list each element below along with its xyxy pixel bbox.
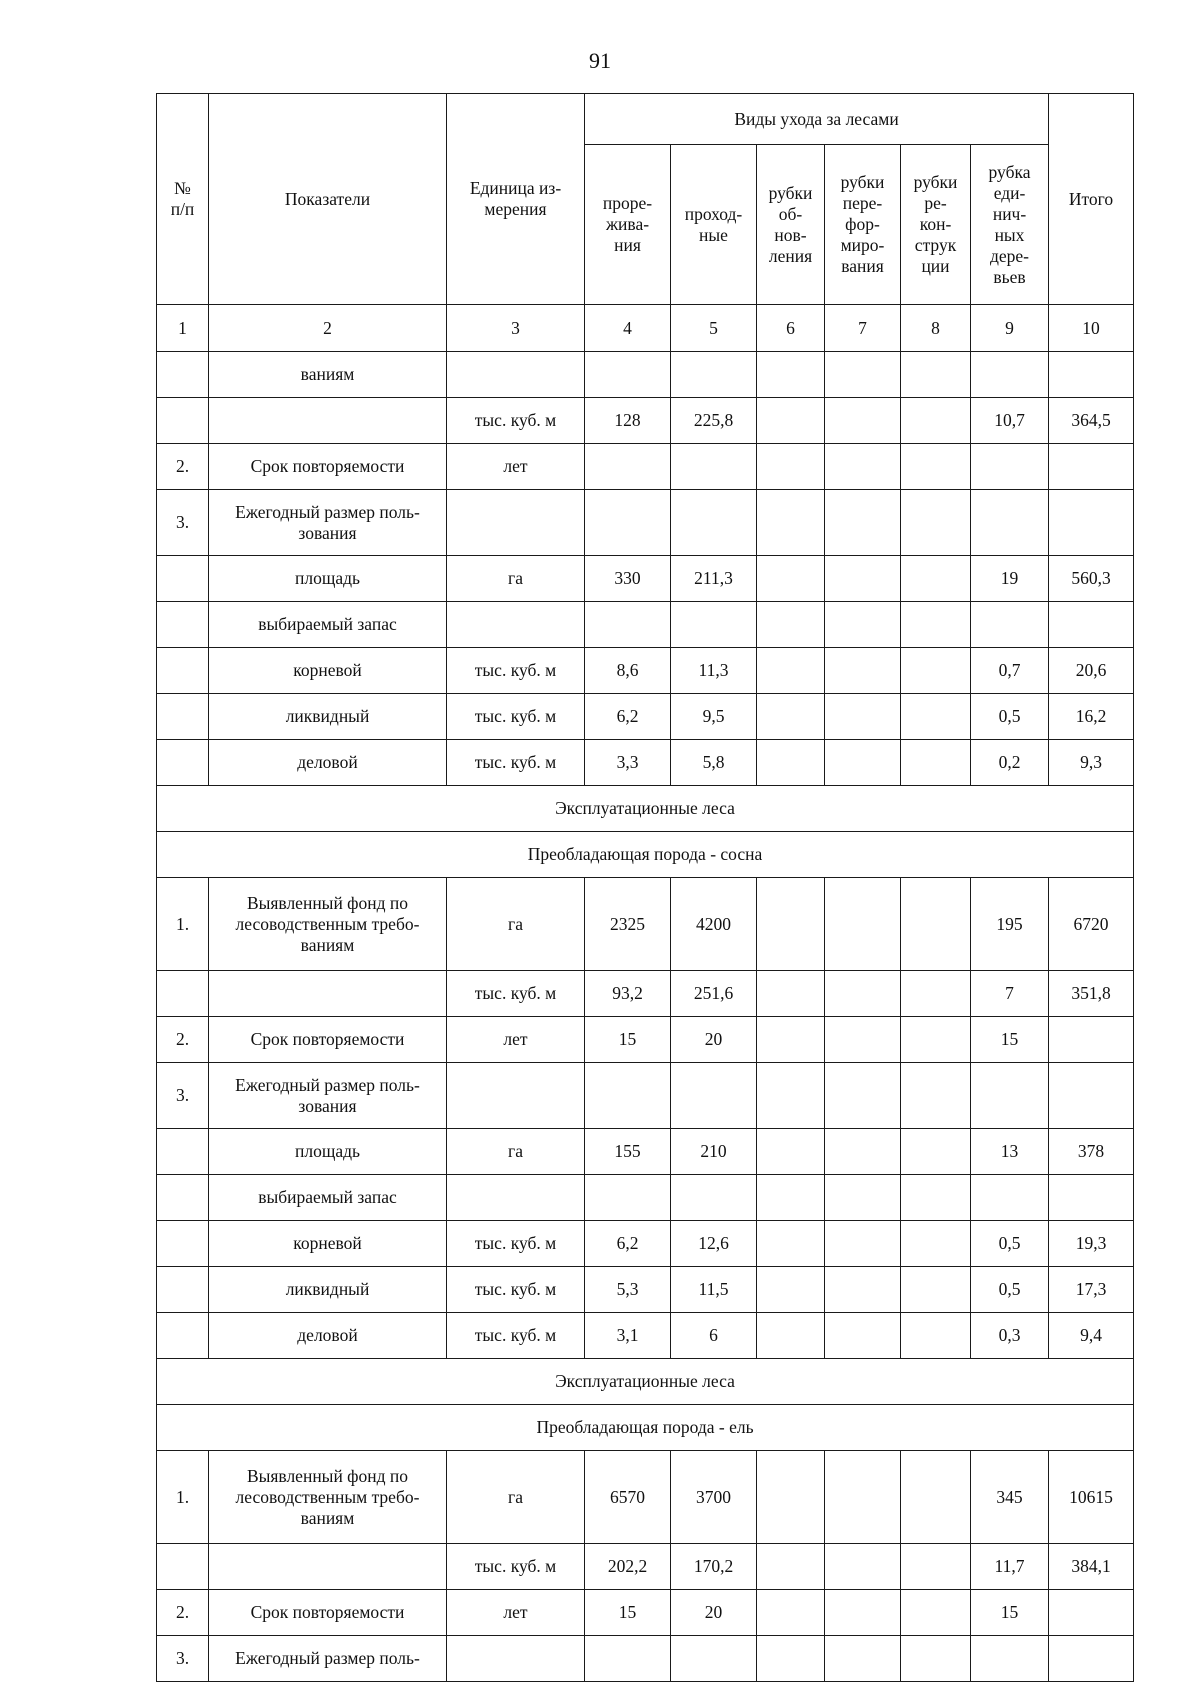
thinning-cell: 330 xyxy=(585,556,671,602)
row-number-cell: 1. xyxy=(157,1451,209,1544)
passage-cell xyxy=(671,1175,757,1221)
reconstruction-cell xyxy=(901,1175,971,1221)
renewal-cell xyxy=(757,490,825,556)
reformation-cell xyxy=(825,1544,901,1590)
renewal-cell xyxy=(757,1063,825,1129)
total-cell xyxy=(1049,490,1134,556)
header-type-renewal: рубки об- нов- ления xyxy=(757,145,825,305)
unit-cell: лет xyxy=(447,444,585,490)
row-number-cell xyxy=(157,556,209,602)
reconstruction-cell xyxy=(901,1017,971,1063)
total-cell xyxy=(1049,444,1134,490)
passage-cell: 20 xyxy=(671,1590,757,1636)
unit-cell: тыс. куб. м xyxy=(447,1313,585,1359)
single-trees-cell: 7 xyxy=(971,971,1049,1017)
table-row xyxy=(157,1636,1134,1682)
single-trees-cell: 0,2 xyxy=(971,740,1049,786)
row-number-cell xyxy=(157,398,209,444)
unit-cell: га xyxy=(447,556,585,602)
table-row xyxy=(157,1129,1134,1175)
indicator-cell: Срок повторяемости xyxy=(209,1590,447,1636)
thinning-cell: 8,6 xyxy=(585,648,671,694)
indicator-cell: ликвидный xyxy=(209,1267,447,1313)
single-trees-cell xyxy=(971,490,1049,556)
table-row xyxy=(157,1221,1134,1267)
unit-cell: тыс. куб. м xyxy=(447,971,585,1017)
passage-cell: 210 xyxy=(671,1129,757,1175)
total-cell: 9,4 xyxy=(1049,1313,1134,1359)
total-cell: 384,1 xyxy=(1049,1544,1134,1590)
col-number: 6 xyxy=(757,305,825,352)
table-row xyxy=(157,1175,1134,1221)
total-cell: 9,3 xyxy=(1049,740,1134,786)
renewal-cell xyxy=(757,648,825,694)
reformation-cell xyxy=(825,1129,901,1175)
single-trees-cell xyxy=(971,1175,1049,1221)
row-number-cell xyxy=(157,1221,209,1267)
row-number-cell xyxy=(157,1313,209,1359)
header-total: Итого xyxy=(1049,94,1134,305)
total-cell xyxy=(1049,602,1134,648)
reformation-cell xyxy=(825,398,901,444)
renewal-cell xyxy=(757,398,825,444)
row-number-cell xyxy=(157,971,209,1017)
renewal-cell xyxy=(757,1636,825,1682)
indicator-cell: площадь xyxy=(209,1129,447,1175)
header-type-reformation: рубки пере- фор- миро- вания xyxy=(825,145,901,305)
reformation-cell xyxy=(825,1313,901,1359)
indicator-cell: выбираемый запас xyxy=(209,602,447,648)
single-trees-cell: 0,5 xyxy=(971,1221,1049,1267)
reformation-cell xyxy=(825,1175,901,1221)
passage-cell: 6 xyxy=(671,1313,757,1359)
table-row xyxy=(157,1063,1134,1129)
renewal-cell xyxy=(757,1590,825,1636)
row-number-cell xyxy=(157,602,209,648)
col-number: 10 xyxy=(1049,305,1134,352)
header-unit: Единица из- мерения xyxy=(447,94,585,305)
passage-cell: 251,6 xyxy=(671,971,757,1017)
unit-cell: тыс. куб. м xyxy=(447,398,585,444)
passage-cell xyxy=(671,1636,757,1682)
passage-cell: 20 xyxy=(671,1017,757,1063)
renewal-cell xyxy=(757,1129,825,1175)
total-cell xyxy=(1049,1175,1134,1221)
single-trees-cell: 195 xyxy=(971,878,1049,971)
thinning-cell: 15 xyxy=(585,1590,671,1636)
single-trees-cell: 19 xyxy=(971,556,1049,602)
thinning-cell: 3,1 xyxy=(585,1313,671,1359)
single-trees-cell: 0,3 xyxy=(971,1313,1049,1359)
section-header-row xyxy=(157,1405,1134,1451)
header-num: № п/п xyxy=(157,94,209,305)
header-type-reconstruction: рубки ре- кон- струк ции xyxy=(901,145,971,305)
total-cell: 17,3 xyxy=(1049,1267,1134,1313)
reconstruction-cell xyxy=(901,352,971,398)
indicator-cell: Выявленный фонд по лесоводственным требо- ваниям xyxy=(209,1451,447,1544)
reconstruction-cell xyxy=(901,1267,971,1313)
renewal-cell xyxy=(757,556,825,602)
table-row xyxy=(157,1313,1134,1359)
indicator-cell: ликвидный xyxy=(209,694,447,740)
thinning-cell: 6,2 xyxy=(585,1221,671,1267)
table-row xyxy=(157,740,1134,786)
indicator-cell: деловой xyxy=(209,1313,447,1359)
total-cell xyxy=(1049,352,1134,398)
thinning-cell: 6570 xyxy=(585,1451,671,1544)
column-numbers-row xyxy=(157,305,1134,352)
renewal-cell xyxy=(757,1221,825,1267)
single-trees-cell xyxy=(971,352,1049,398)
table-row xyxy=(157,444,1134,490)
passage-cell: 4200 xyxy=(671,878,757,971)
table-row xyxy=(157,1590,1134,1636)
passage-cell: 11,3 xyxy=(671,648,757,694)
col-number: 5 xyxy=(671,305,757,352)
table-row xyxy=(157,1267,1134,1313)
total-cell: 378 xyxy=(1049,1129,1134,1175)
indicator-cell: корневой xyxy=(209,1221,447,1267)
row-number-cell xyxy=(157,740,209,786)
reformation-cell xyxy=(825,1221,901,1267)
reformation-cell xyxy=(825,648,901,694)
total-cell xyxy=(1049,1590,1134,1636)
row-number-cell xyxy=(157,648,209,694)
thinning-cell xyxy=(585,1063,671,1129)
table-row xyxy=(157,556,1134,602)
passage-cell xyxy=(671,352,757,398)
thinning-cell: 155 xyxy=(585,1129,671,1175)
total-cell: 351,8 xyxy=(1049,971,1134,1017)
section-header-row xyxy=(157,832,1134,878)
section-header-row xyxy=(157,786,1134,832)
single-trees-cell: 13 xyxy=(971,1129,1049,1175)
passage-cell: 11,5 xyxy=(671,1267,757,1313)
section-title: Эксплуатационные леса xyxy=(157,786,1134,832)
row-number-cell: 3. xyxy=(157,490,209,556)
thinning-cell xyxy=(585,1636,671,1682)
indicator-cell: деловой xyxy=(209,740,447,786)
reconstruction-cell xyxy=(901,1451,971,1544)
reconstruction-cell xyxy=(901,648,971,694)
row-number-cell: 2. xyxy=(157,444,209,490)
single-trees-cell xyxy=(971,1636,1049,1682)
reconstruction-cell xyxy=(901,1129,971,1175)
indicator-cell: Ежегодный размер поль- xyxy=(209,1636,447,1682)
single-trees-cell: 15 xyxy=(971,1017,1049,1063)
single-trees-cell: 10,7 xyxy=(971,398,1049,444)
passage-cell: 225,8 xyxy=(671,398,757,444)
table-row xyxy=(157,694,1134,740)
reformation-cell xyxy=(825,352,901,398)
row-number-cell: 3. xyxy=(157,1063,209,1129)
renewal-cell xyxy=(757,740,825,786)
col-number: 7 xyxy=(825,305,901,352)
table-row xyxy=(157,398,1134,444)
renewal-cell xyxy=(757,444,825,490)
reconstruction-cell xyxy=(901,1063,971,1129)
indicator-cell: Выявленный фонд по лесоводственным требо- ваниям xyxy=(209,878,447,971)
table-row xyxy=(157,1544,1134,1590)
renewal-cell xyxy=(757,1313,825,1359)
reconstruction-cell xyxy=(901,971,971,1017)
reformation-cell xyxy=(825,1636,901,1682)
reconstruction-cell xyxy=(901,398,971,444)
reformation-cell xyxy=(825,694,901,740)
single-trees-cell xyxy=(971,602,1049,648)
total-cell xyxy=(1049,1017,1134,1063)
row-number-cell xyxy=(157,1175,209,1221)
single-trees-cell: 15 xyxy=(971,1590,1049,1636)
unit-cell xyxy=(447,1636,585,1682)
passage-cell xyxy=(671,444,757,490)
passage-cell xyxy=(671,490,757,556)
unit-cell: лет xyxy=(447,1017,585,1063)
single-trees-cell: 0,7 xyxy=(971,648,1049,694)
thinning-cell: 2325 xyxy=(585,878,671,971)
indicator-cell: Срок повторяемости xyxy=(209,1017,447,1063)
unit-cell: тыс. куб. м xyxy=(447,1267,585,1313)
thinning-cell: 93,2 xyxy=(585,971,671,1017)
indicator-cell: корневой xyxy=(209,648,447,694)
unit-cell: тыс. куб. м xyxy=(447,1221,585,1267)
reformation-cell xyxy=(825,1017,901,1063)
unit-cell xyxy=(447,1175,585,1221)
col-number: 3 xyxy=(447,305,585,352)
indicator-cell xyxy=(209,398,447,444)
reconstruction-cell xyxy=(901,878,971,971)
col-number: 4 xyxy=(585,305,671,352)
passage-cell: 5,8 xyxy=(671,740,757,786)
renewal-cell xyxy=(757,1175,825,1221)
unit-cell: га xyxy=(447,1451,585,1544)
thinning-cell xyxy=(585,490,671,556)
renewal-cell xyxy=(757,694,825,740)
reconstruction-cell xyxy=(901,556,971,602)
renewal-cell xyxy=(757,352,825,398)
forest-care-table xyxy=(156,93,1134,1682)
unit-cell xyxy=(447,490,585,556)
header-indicators: Показатели xyxy=(209,94,447,305)
renewal-cell xyxy=(757,602,825,648)
total-cell: 560,3 xyxy=(1049,556,1134,602)
single-trees-cell xyxy=(971,1063,1049,1129)
reconstruction-cell xyxy=(901,740,971,786)
indicator-cell: Ежегодный размер поль- зования xyxy=(209,490,447,556)
single-trees-cell xyxy=(971,444,1049,490)
indicator-cell: площадь xyxy=(209,556,447,602)
row-number-cell: 3. xyxy=(157,1636,209,1682)
thinning-cell: 6,2 xyxy=(585,694,671,740)
thinning-cell xyxy=(585,352,671,398)
table-row xyxy=(157,490,1134,556)
unit-cell: лет xyxy=(447,1590,585,1636)
col-number: 1 xyxy=(157,305,209,352)
unit-cell: тыс. куб. м xyxy=(447,1544,585,1590)
reformation-cell xyxy=(825,1451,901,1544)
reformation-cell xyxy=(825,971,901,1017)
indicator-cell xyxy=(209,971,447,1017)
passage-cell: 12,6 xyxy=(671,1221,757,1267)
thinning-cell: 5,3 xyxy=(585,1267,671,1313)
passage-cell: 211,3 xyxy=(671,556,757,602)
table-row xyxy=(157,878,1134,971)
reconstruction-cell xyxy=(901,1590,971,1636)
reformation-cell xyxy=(825,1590,901,1636)
section-title: Преобладающая порода - сосна xyxy=(157,832,1134,878)
unit-cell xyxy=(447,602,585,648)
total-cell: 16,2 xyxy=(1049,694,1134,740)
table-row xyxy=(157,1451,1134,1544)
unit-cell: га xyxy=(447,1129,585,1175)
row-number-cell xyxy=(157,1129,209,1175)
row-number-cell xyxy=(157,352,209,398)
total-cell: 19,3 xyxy=(1049,1221,1134,1267)
section-header-row xyxy=(157,1359,1134,1405)
passage-cell: 170,2 xyxy=(671,1544,757,1590)
passage-cell: 9,5 xyxy=(671,694,757,740)
unit-cell: га xyxy=(447,878,585,971)
col-number: 9 xyxy=(971,305,1049,352)
indicator-cell xyxy=(209,1544,447,1590)
reconstruction-cell xyxy=(901,1313,971,1359)
renewal-cell xyxy=(757,1267,825,1313)
col-number: 8 xyxy=(901,305,971,352)
header-type-thinning: прорe- жива- ния xyxy=(585,145,671,305)
reconstruction-cell xyxy=(901,694,971,740)
indicator-cell: Ежегодный размер поль- зования xyxy=(209,1063,447,1129)
reconstruction-cell xyxy=(901,1544,971,1590)
total-cell: 20,6 xyxy=(1049,648,1134,694)
renewal-cell xyxy=(757,971,825,1017)
thinning-cell: 15 xyxy=(585,1017,671,1063)
indicator-cell: выбираемый запас xyxy=(209,1175,447,1221)
unit-cell: тыс. куб. м xyxy=(447,648,585,694)
table-row xyxy=(157,602,1134,648)
unit-cell xyxy=(447,1063,585,1129)
row-number-cell xyxy=(157,1544,209,1590)
section-title: Преобладающая порода - ель xyxy=(157,1405,1134,1451)
reconstruction-cell xyxy=(901,444,971,490)
col-number: 2 xyxy=(209,305,447,352)
unit-cell: тыс. куб. м xyxy=(447,740,585,786)
total-cell: 364,5 xyxy=(1049,398,1134,444)
thinning-cell xyxy=(585,1175,671,1221)
thinning-cell: 202,2 xyxy=(585,1544,671,1590)
renewal-cell xyxy=(757,1451,825,1544)
header-type-single-trees: рубка еди- нич- ных дере- вьев xyxy=(971,145,1049,305)
row-number-cell xyxy=(157,1267,209,1313)
table-row xyxy=(157,648,1134,694)
reformation-cell xyxy=(825,1267,901,1313)
indicator-cell: Срок повторяемости xyxy=(209,444,447,490)
renewal-cell xyxy=(757,878,825,971)
reconstruction-cell xyxy=(901,1221,971,1267)
thinning-cell: 128 xyxy=(585,398,671,444)
passage-cell: 3700 xyxy=(671,1451,757,1544)
renewal-cell xyxy=(757,1544,825,1590)
page-number: 91 xyxy=(589,48,611,73)
single-trees-cell: 0,5 xyxy=(971,694,1049,740)
total-cell xyxy=(1049,1063,1134,1129)
thinning-cell xyxy=(585,444,671,490)
reformation-cell xyxy=(825,878,901,971)
thinning-cell xyxy=(585,602,671,648)
reformation-cell xyxy=(825,602,901,648)
reformation-cell xyxy=(825,444,901,490)
table-row xyxy=(157,352,1134,398)
unit-cell: тыс. куб. м xyxy=(447,694,585,740)
passage-cell xyxy=(671,1063,757,1129)
reconstruction-cell xyxy=(901,602,971,648)
total-cell xyxy=(1049,1636,1134,1682)
total-cell: 10615 xyxy=(1049,1451,1134,1544)
reconstruction-cell xyxy=(901,490,971,556)
reformation-cell xyxy=(825,556,901,602)
table-row xyxy=(157,971,1134,1017)
total-cell: 6720 xyxy=(1049,878,1134,971)
reformation-cell xyxy=(825,740,901,786)
single-trees-cell: 11,7 xyxy=(971,1544,1049,1590)
renewal-cell xyxy=(757,1017,825,1063)
reformation-cell xyxy=(825,490,901,556)
unit-cell xyxy=(447,352,585,398)
single-trees-cell: 345 xyxy=(971,1451,1049,1544)
row-number-cell: 2. xyxy=(157,1017,209,1063)
indicator-cell: ваниям xyxy=(209,352,447,398)
header-care-types: Виды ухода за лесами xyxy=(585,94,1049,145)
table-row xyxy=(157,1017,1134,1063)
passage-cell xyxy=(671,602,757,648)
section-title: Эксплуатационные леса xyxy=(157,1359,1134,1405)
single-trees-cell: 0,5 xyxy=(971,1267,1049,1313)
row-number-cell xyxy=(157,694,209,740)
reformation-cell xyxy=(825,1063,901,1129)
header-type-passage: проход- ные xyxy=(671,145,757,305)
reconstruction-cell xyxy=(901,1636,971,1682)
row-number-cell: 2. xyxy=(157,1590,209,1636)
row-number-cell: 1. xyxy=(157,878,209,971)
thinning-cell: 3,3 xyxy=(585,740,671,786)
